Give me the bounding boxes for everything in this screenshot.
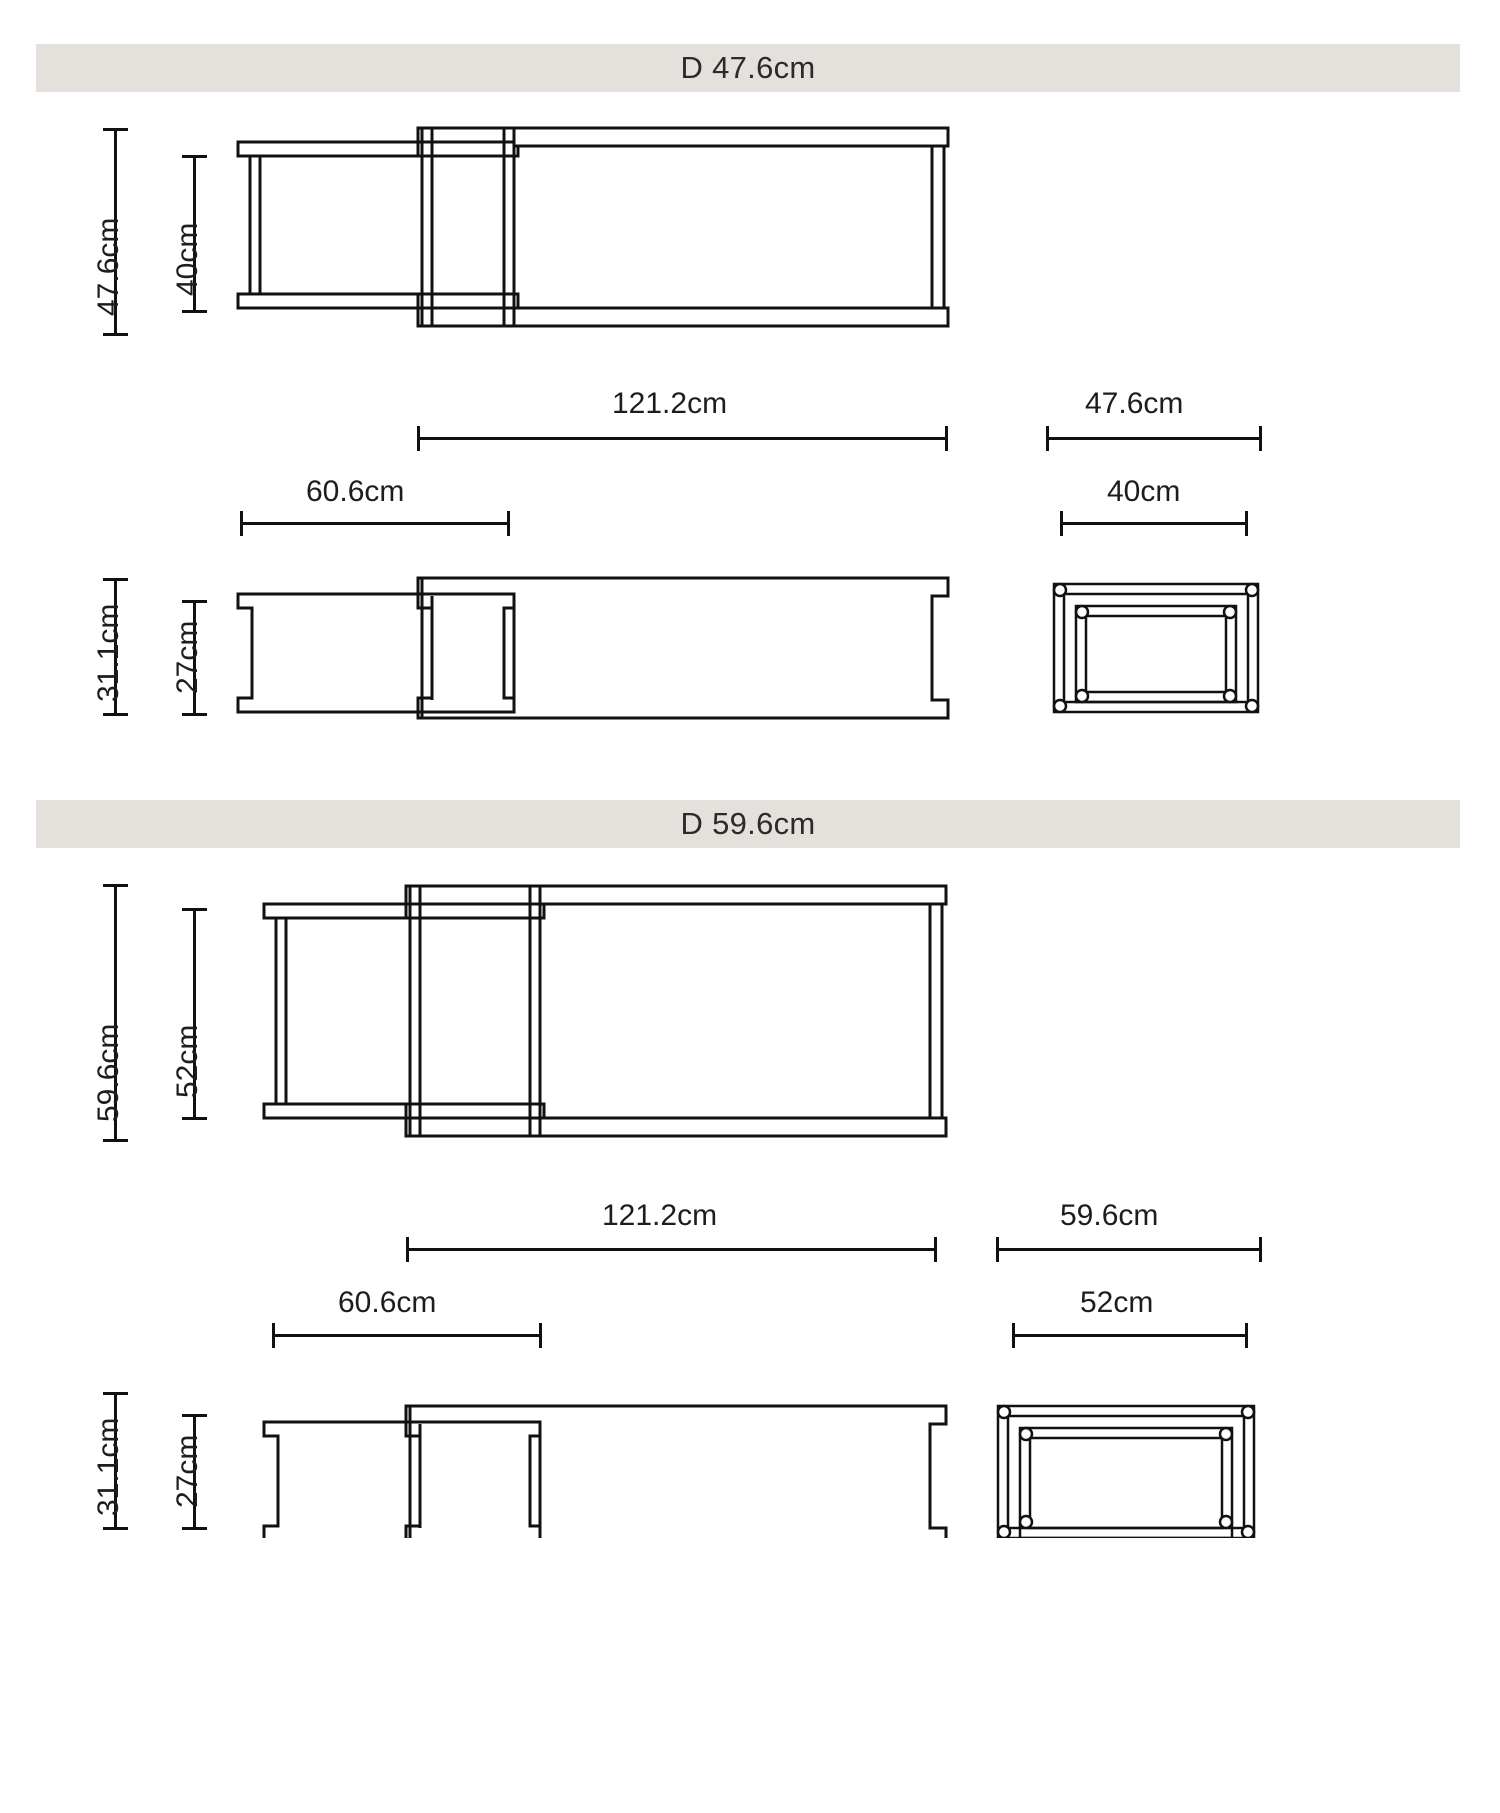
dim-line-length-overall-2 <box>406 1248 937 1251</box>
dim-label-height-overall-2: 31.1cm <box>92 1417 125 1516</box>
dim-label-depth-overall-1: 47.6cm <box>92 217 125 316</box>
dim-line-length-half-2 <box>272 1334 542 1337</box>
dim-line-length-half-1 <box>240 522 510 525</box>
dim-line-side-overall-2 <box>996 1248 1262 1251</box>
dim-label-side-overall-2: 59.6cm <box>1060 1199 1159 1232</box>
section-header-d-59-6 <box>36 800 1460 848</box>
front-view-drawing-2 <box>232 1386 972 1538</box>
section-title: D 59.6cm <box>680 806 816 841</box>
dim-label-height-inner-2: 27cm <box>171 1434 204 1508</box>
side-view-drawing-2 <box>986 1386 1272 1538</box>
dim-line-side-inner-2 <box>1012 1334 1248 1337</box>
dim-label-depth-overall-2: 59.6cm <box>92 1023 125 1122</box>
side-view-drawing-1 <box>1042 572 1270 724</box>
dim-label-height-overall-1: 31.1cm <box>92 603 125 702</box>
top-view-drawing-1 <box>232 120 972 350</box>
front-view-drawing-1 <box>232 572 972 724</box>
dim-label-depth-inner-1: 40cm <box>171 222 204 296</box>
dim-label-depth-inner-2: 52cm <box>171 1024 204 1098</box>
dim-label-length-half-1: 60.6cm <box>306 475 405 508</box>
dim-label-length-overall-2: 121.2cm <box>602 1199 718 1232</box>
dim-label-length-overall-1: 121.2cm <box>612 387 728 420</box>
dim-line-length-overall-1 <box>417 437 948 440</box>
dim-label-length-half-2: 60.6cm <box>338 1286 437 1319</box>
top-view-drawing-2 <box>232 876 972 1158</box>
dim-label-side-overall-1: 47.6cm <box>1085 387 1184 420</box>
dim-line-side-overall-1 <box>1046 437 1262 440</box>
section-header-d-47-6 <box>36 44 1460 92</box>
section-title: D 47.6cm <box>680 50 816 85</box>
dim-label-side-inner-1: 40cm <box>1107 475 1181 508</box>
dim-label-side-inner-2: 52cm <box>1080 1286 1154 1319</box>
dim-label-height-inner-1: 27cm <box>171 620 204 694</box>
dim-line-side-inner-1 <box>1060 522 1248 525</box>
